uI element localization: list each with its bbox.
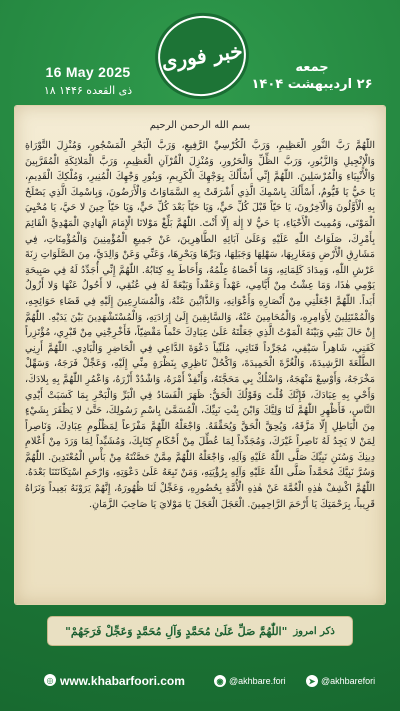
parchment-card (15, 106, 385, 604)
brand-logo (153, 10, 251, 101)
telegram-link[interactable] (306, 675, 375, 687)
footer (0, 666, 400, 706)
telegram-handle: @akhbarefori (321, 676, 376, 686)
date-hijri: ۱۸ ذی القعده ۱۴۴۶ (43, 84, 133, 97)
instagram-icon: ◉ (214, 675, 226, 687)
instagram-link[interactable] (214, 675, 286, 687)
date-gregorian-block (18, 64, 158, 97)
date-persian-block (242, 60, 382, 92)
dhikr-text: "اللّٰهُمَّ صَلِّ عَلَىٰ مُحَمَّدٍ وَآلِ مُحَمَّدٍ وَعَجِّلْ فَرَجَهُمْ" (65, 624, 288, 638)
logo-text: خبر فوری (159, 38, 245, 74)
basmala: بسم الله الرحمن الرحیم (149, 120, 251, 131)
dhikr-banner (48, 617, 352, 645)
dua-text: اللّٰهُمَّ رَبَّ النُّورِ الْعَظِيمِ، وَرَبَّ الْكُرْسِيِّ الرَّفِيعِ، وَرَبَّ الْبَحْرِ الْمَسْجُورِ، وَمُنْزِلَ التَّوْرَاةِ وَالْإِنْجِيلِ وَالزَّبُورِ، وَرَبَّ الظِّلِّ وَالْحَرُورِ، وَمُنْزِلَ الْقُرْآنِ الْعَظِيمِ، وَرَبَّ الْمَلائِكَةِ الْمُقَرَّبِينَ وَالْأَنْبِيَاءِ وَالْمُرْسَلِينَ. اللّٰهُمَّ إِنِّي أَسْأَلُكَ بِوَجْهِكَ الْكَرِيمِ، وَبِنُورِ وَجْهِكَ الْمُنِيرِ، وَمُلْكِكَ الْقَدِيمِ، يَا حَيُّ يَا قَيُّومُ، أَسْأَلُكَ بِاسْمِكَ الَّذِي أَشْرَقَتْ بِهِ السَّمَاوَاتُ وَالْأَرَضُونَ، وَبِاسْمِكَ الَّذِي يَصْلَحُ بِهِ الْأَوَّلُونَ وَالْآخِرُونَ، يَا حَيّاً قَبْلَ كُلِّ حَيٍّ، وَيَا حَيّاً بَعْدَ كُلِّ حَيٍّ، وَيَا حَيّاً حِينَ لا حَيَّ، يَا مُحْيِيَ الْمَوْتَى، وَمُمِيتَ الْأَحْيَاءِ، يَا حَيُّ لا إِلٰهَ إِلّا أَنْتَ. اللّٰهُمَّ بَلِّغْ مَوْلانَا الْإِمَامَ الْهَادِيَ الْمَهْدِيَّ الْقَائِمَ بِأَمْرِكَ، صَلَوَاتُ اللّٰهِ عَلَيْهِ وَعَلَىٰ آبَائِهِ الطَّاهِرِينَ، عَنْ جَمِيعِ الْمُؤْمِنِينَ وَالْمُؤْمِنَاتِ، فِي مَشَارِقِ الْأَرْضِ وَمَغَارِبِهَا، سَهْلِهَا وَجَبَلِهَا، وَبَرِّهَا وَبَحْرِهَا، وَعَنِّي وَعَنْ وَالِدَيَّ، مِنَ الصَّلَوَاتِ زِنَةَ عَرْشِ اللّٰهِ، وَمِدَادَ كَلِمَاتِهِ، وَمَا أَحْصَاهُ عِلْمُهُ، وَأَحَاطَ بِهِ كِتَابُهُ. اللّٰهُمَّ إِنِّي أُجَدِّدُ لَهُ فِي صَبِيحَةِ يَوْمِي هٰذَا، وَمَا عِشْتُ مِنْ أَيَّامِي، عَهْداً وَعَقْداً وَبَيْعَةً لَهُ فِي عُنُقِي، لا أَحُولُ عَنْهَا وَلا أَزُولُ أَبَداً. اللّٰهُمَّ اجْعَلْنِي مِنْ أَنْصَارِهِ وَأَعْوَانِهِ، وَالذَّابِّينَ عَنْهُ، وَالْمُسَارِعِينَ إِلَيْهِ فِي قَضَاءِ حَوَائِجِهِ، وَالْمُمْتَثِلِينَ لِأَوَامِرِهِ، وَالْمُحَامِينَ عَنْهُ، وَالسَّابِقِينَ إِلَىٰ إِرَادَتِهِ، وَالْمُسْتَشْهَدِينَ بَيْنَ يَدَيْهِ. اللّٰهُمَّ إِنْ حَالَ بَيْنِي وَبَيْنَهُ الْمَوْتُ الَّذِي جَعَلْتَهُ عَلَىٰ عِبَادِكَ حَتْماً مَقْضِيّاً، فَأَخْرِجْنِي مِنْ قَبْرِي، مُؤْتَزِراً كَفَنِي، شَاهِراً سَيْفِي، مُجَرِّداً قَنَاتِي، مُلَبِّياً دَعْوَةَ الدَّاعِي فِي الْحَاضِرِ وَالْبَادِي. اللّٰهُمَّ أَرِنِي الطَّلْعَةَ الرَّشِيدَةَ، وَالْغُرَّةَ الْحَمِيدَةَ، وَاكْحُلْ نَاظِرِي بِنَظْرَةٍ مِنِّي إِلَيْهِ، وَعَجِّلْ فَرَجَهُ، وَسَهِّلْ مَخْرَجَهُ، وَأَوْسِعْ مَنْهَجَهُ، وَاسْلُكْ بِي مَحَجَّتَهُ، وَأَنْفِذْ أَمْرَهُ، وَاشْدُدْ أَزْرَهُ، وَاعْمُرِ اللّٰهُمَّ بِهِ بِلادَكَ، وَأَحْيِ بِهِ عِبَادَكَ، فَإِنَّكَ قُلْتَ وَقَوْلُكَ الْحَقُّ: ظَهَرَ الْفَسَادُ فِي الْبَرِّ وَالْبَحْرِ بِمَا كَسَبَتْ أَيْدِي النَّاسِ، فَأَظْهِرِ اللّٰهُمَّ لَنَا وَلِيَّكَ وَابْنَ بِنْتِ نَبِيِّكَ، الْمُسَمَّىٰ بِاسْمِ رَسُولِكَ، حَتَّىٰ لا يَظْفَرَ بِشَيْءٍ مِنَ الْبَاطِلِ إِلّا مَزَّقَهُ، وَيُحِقَّ الْحَقَّ وَيُحَقِّقَهُ. وَاجْعَلْهُ اللّٰهُمَّ مَفْزَعاً لِمَظْلُومِ عِبَادِكَ، وَنَاصِراً لِمَنْ لا يَجِدُ لَهُ نَاصِراً غَيْرَكَ، وَمُجَدِّداً لِمَا عُطِّلَ مِنْ أَحْكَامِ كِتَابِكَ، وَمُشَيِّداً لِمَا وَرَدَ مِنْ أَعْلامِ دِينِكَ وَسُنَنِ نَبِيِّكَ صَلَّى اللّٰهُ عَلَيْهِ وَآلِهِ، وَاجْعَلْهُ اللّٰهُمَّ مِمَّنْ حَصَّنْتَهُ مِنْ بَأْسِ الْمُعْتَدِينَ. اللّٰهُمَّ وَسُرَّ نَبِيَّكَ مُحَمَّداً صَلَّى اللّٰهُ عَلَيْهِ وَآلِهِ بِرُؤْيَتِهِ، وَمَنْ تَبِعَهُ عَلَىٰ دَعْوَتِهِ، وَارْحَمِ اسْتِكَانَتَنَا بَعْدَهُ. اللّٰهُمَّ اكْشِفْ هٰذِهِ الْغُمَّةَ عَنْ هٰذِهِ الْأُمَّةِ بِحُضُورِهِ، وَعَجِّلْ لَنَا ظُهُورَهُ، إِنَّهُمْ يَرَوْنَهُ بَعِيداً وَنَرَاهُ قَرِيباً، بِرَحْمَتِكَ يَا أَرْحَمَ الرَّاحِمِينَ. الْعَجَلَ الْعَجَلَ يَا مَوْلايَ يَا صَاحِبَ الزَّمَانِ. (25, 140, 375, 510)
website-link[interactable]: www.khabarfoori.com (60, 674, 185, 688)
telegram-icon: ➤ (306, 675, 318, 687)
instagram-handle: @akhbare.fori (229, 676, 286, 686)
header (0, 0, 400, 98)
date-persian: ۲۶ اردیبهشت ۱۴۰۴ (251, 77, 373, 92)
dhikr-label: ذکر امروز (293, 625, 335, 637)
globe-icon: ◎ (44, 674, 56, 686)
date-gregorian: 16 May 2025 (45, 64, 131, 80)
weekday: جمعه (295, 60, 329, 75)
